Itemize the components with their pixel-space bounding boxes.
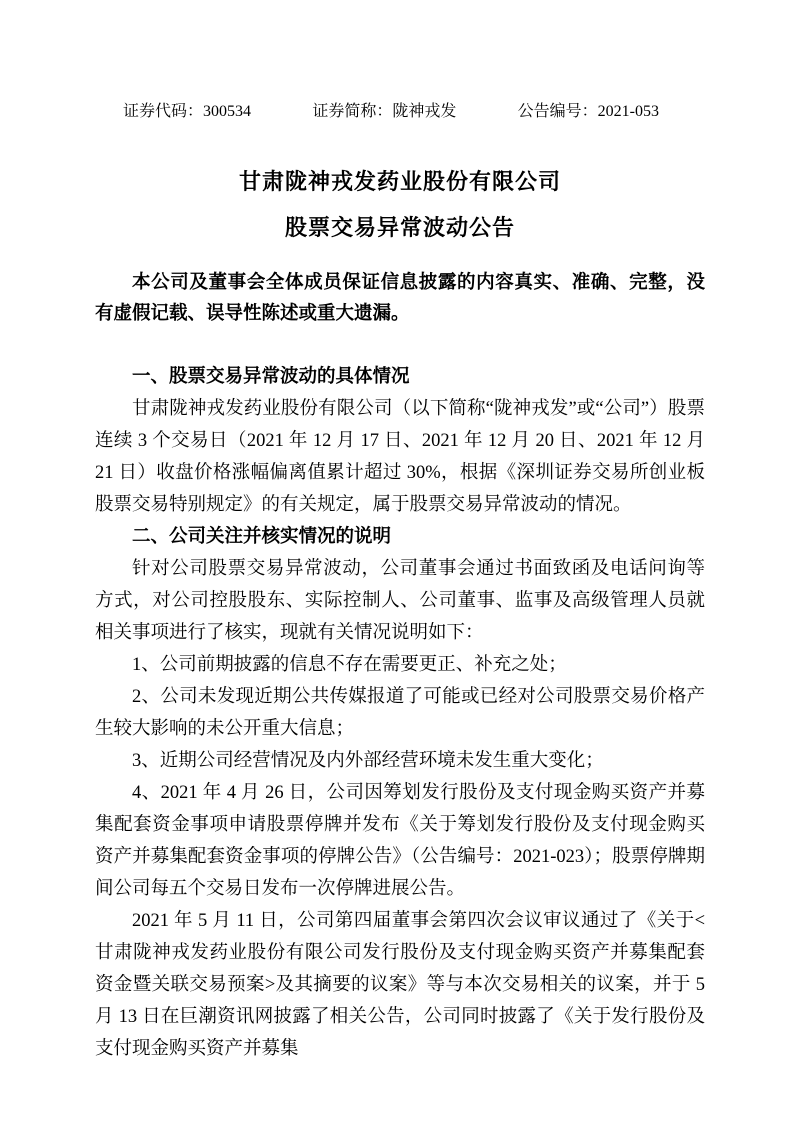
- board-meeting-paragraph: 2021 年 5 月 11 日，公司第四届董事会第四次会议审议通过了《关于<甘肃陇神戎发药业股份有限公司发行股份及支付现金购买资产并募集配套资金暨关联交易预案>及其摘要的议案》等与本次交易相关的议案，并于 5 月 13 日在巨潮资讯网披露了相关公告，公司同时披露了《关于发行股份及支付现金购买资产并募集: [95, 911, 705, 1059]
- section-2-heading: 二、公司关注并核实情况的说明: [132, 527, 392, 547]
- stock-code: 证券代码：300534: [123, 103, 252, 120]
- truthfulness-declaration: 本公司及董事会全体成员保证信息披露的内容真实、准确、完整，没有虚假记载、误导性陈述或重大遗漏。: [95, 273, 705, 324]
- stock-short-name: 证券简称：陇神戎发: [312, 103, 457, 120]
- company-name-title: 甘肃陇神戎发药业股份有限公司: [238, 169, 561, 194]
- announcement-number: 公告编号：2021-053: [517, 103, 659, 120]
- section-1-heading: 一、股票交易异常波动的具体情况: [132, 367, 410, 387]
- verification-item-4: 4、2021 年 4 月 26 日，公司因筹划发行股份及支付现金购买资产并募集配套资金事项申请股票停牌并发布《关于筹划发行股份及支付现金购买资产并募集配套资金事项的停牌公告》（公告编号：2021-023）；股票停牌期间公司每五个交易日发布一次停牌进展公告。: [95, 783, 705, 899]
- verification-item-3: 3、近期公司经营情况及内外部经营环境未发生重大变化；: [132, 751, 604, 771]
- document-header: [95, 101, 705, 123]
- section-1-paragraph: 甘肃陇神戎发药业股份有限公司（以下简称“陇神戎发”或“公司”）股票连续 3 个交易日（2021 年 12 月 17 日、2021 年 12 月 20 日、2021 年 12 月 21 日）收盘价格涨幅偏离值累计超过 30%，根据《深圳证券交易所创业板股票交易特别规定》的有关规定，属于股票交易异常波动的情况。: [95, 399, 705, 515]
- section-2-intro-paragraph: 针对公司股票交易异常波动，公司董事会通过书面致函及电话问询等方式，对公司控股股东、实际控制人、公司董事、监事及高级管理人员就相关事项进行了核实，现就有关情况说明如下：: [95, 559, 705, 643]
- document-body: [95, 361, 705, 1065]
- announcement-title: 股票交易异常波动公告: [284, 215, 515, 240]
- verification-item-1: 1、公司前期披露的信息不存在需要更正、补充之处；: [132, 655, 567, 675]
- verification-item-2: 2、公司未发现近期公共传媒报道了可能或已经对公司股票交易价格产生较大影响的未公开重大信息；: [95, 687, 705, 739]
